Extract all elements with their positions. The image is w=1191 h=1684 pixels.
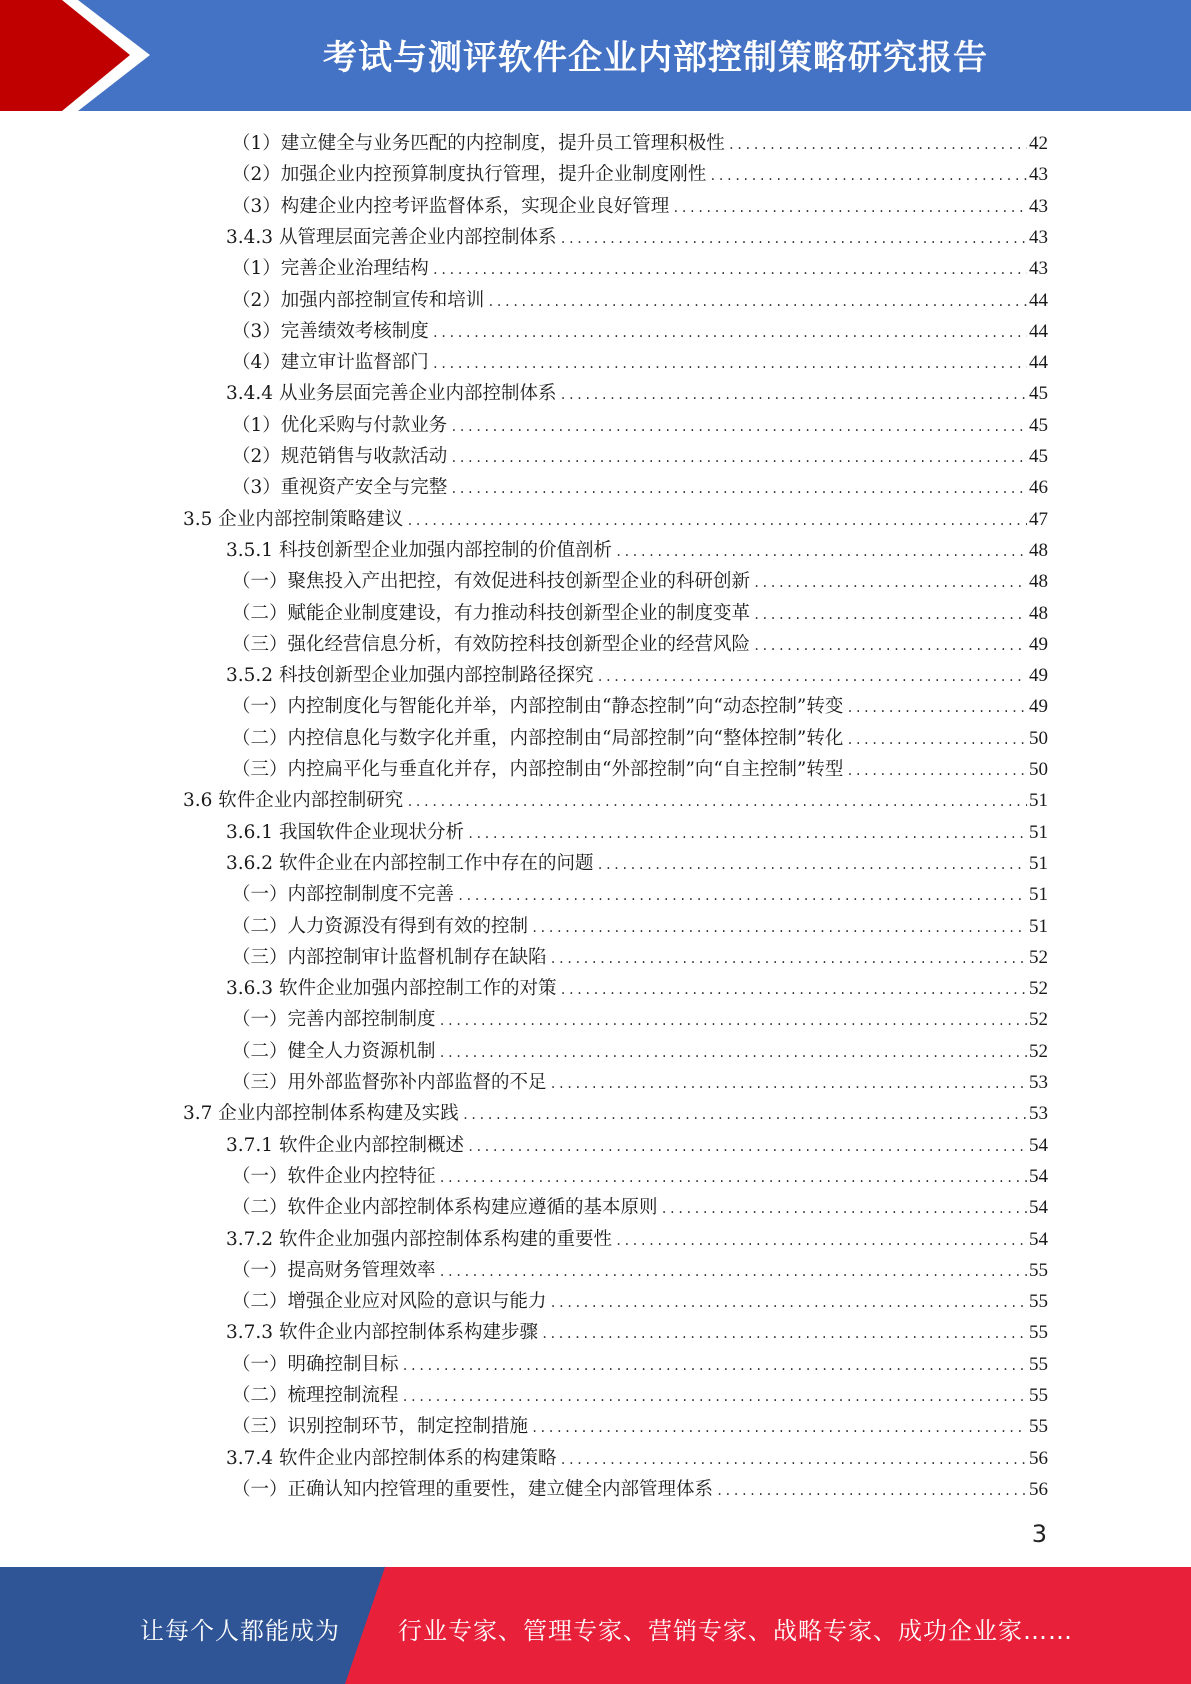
toc-entry[interactable]: [226, 973, 1048, 1004]
toc-leader-dots: [467, 819, 1027, 850]
toc-leader-dots: [450, 474, 1027, 505]
toc-entry-page: 55: [1029, 1353, 1048, 1375]
toc-leader-dots: [728, 130, 1027, 161]
toc-entry[interactable]: [232, 1255, 1048, 1286]
toc-entry-title: （3）重视资产安全与完整: [232, 477, 448, 499]
toc-leader-dots: [406, 506, 1027, 537]
toc-leader-dots: [559, 380, 1027, 411]
toc-entry-title: （二）软件企业内部控制体系构建应遵循的基本原则: [232, 1197, 658, 1219]
toc-leader-dots: [550, 1069, 1027, 1100]
toc-entry-page: 51: [1029, 790, 1048, 812]
toc-entry-page: 49: [1029, 633, 1048, 655]
toc-entry[interactable]: [232, 723, 1048, 754]
toc-entry-page: 46: [1029, 477, 1048, 499]
toc-entry[interactable]: [226, 222, 1048, 253]
document-title: 考试与测评软件企业内部控制策略研究报告: [323, 38, 988, 78]
toc-entry-title: 3.7.2 软件企业加强内部控制体系构建的重要性: [226, 1228, 612, 1250]
toc-entry-page: 48: [1029, 539, 1048, 561]
toc-entry-title: （2）加强内部控制宣传和培训: [232, 289, 485, 311]
toc-entry-title: （二）健全人力资源机制: [232, 1040, 436, 1062]
toc-entry-title: （一）正确认知内控管理的重要性，建立健全内部管理体系: [232, 1478, 714, 1500]
toc-entry-title: （三）识别控制环节，制定控制措施: [232, 1416, 529, 1438]
toc-leader-dots: [462, 1100, 1027, 1131]
toc-entry[interactable]: [232, 1067, 1048, 1098]
toc-entry-page: 56: [1029, 1478, 1048, 1500]
toc-entry-title: （1）完善企业治理结构: [232, 258, 429, 280]
toc-entry[interactable]: [232, 1161, 1048, 1192]
toc-entry-page: 44: [1029, 320, 1048, 342]
toc-entry[interactable]: [226, 535, 1048, 566]
toc-entry-title: （二）内控信息化与数字化并重，内部控制由“局部控制”向“整体控制”转化: [232, 727, 844, 749]
toc-entry[interactable]: [232, 1474, 1048, 1505]
toc-entry-page: 48: [1029, 602, 1048, 624]
toc-leader-dots: [531, 913, 1027, 944]
header-banner: [0, 0, 1191, 111]
footer-slogan-right: 行业专家、管理专家、营销专家、战略专家、成功企业家……: [398, 1617, 1073, 1645]
toc-entry-page: 43: [1029, 195, 1048, 217]
toc-entry-title: （2）加强企业内控预算制度执行管理，提升企业制度刚性: [232, 164, 707, 186]
toc-entry-page: 53: [1029, 1072, 1048, 1093]
toc-entry-page: 43: [1029, 258, 1048, 280]
toc-entry-title: （二）增强企业应对风险的意识与能力: [232, 1291, 547, 1313]
toc-entry-title: （三）强化经营信息分析，有效防控科技创新型企业的经营风险: [232, 633, 751, 655]
toc-entry[interactable]: [232, 316, 1048, 347]
toc-leader-dots: [432, 349, 1027, 380]
toc-entry-page: 45: [1029, 414, 1048, 436]
toc-leader-dots: [596, 850, 1027, 881]
toc-leader-dots: [439, 1257, 1027, 1288]
toc-entry[interactable]: [183, 1098, 1048, 1129]
toc-entry-title: 3.6.1 我国软件企业现状分析: [226, 821, 464, 843]
toc-entry-title: （一）明确控制目标: [232, 1353, 399, 1375]
toc-leader-dots: [753, 600, 1027, 631]
toc-entry[interactable]: [232, 1286, 1048, 1317]
toc-entry-page: 54: [1029, 1165, 1048, 1187]
toc-entry[interactable]: [232, 159, 1048, 190]
toc-entry-title: （3）完善绩效考核制度: [232, 320, 429, 342]
toc-leader-dots: [709, 161, 1027, 192]
toc-entry-page: 55: [1029, 1322, 1048, 1344]
toc-entry-title: 3.5.1 科技创新型企业加强内部控制的价值剖析: [226, 539, 612, 561]
toc-entry-title: 3.4.4 从业务层面完善企业内部控制体系: [226, 383, 557, 405]
toc-entry-title: 3.6.3 软件企业加强内部控制工作的对策: [226, 978, 557, 1000]
toc-entry-title: 3.7.4 软件企业内部控制体系的构建策略: [226, 1447, 557, 1469]
toc-entry-page: 55: [1029, 1416, 1048, 1438]
toc-entry-title: （二）人力资源没有得到有效的控制: [232, 915, 529, 937]
toc-entry[interactable]: [226, 1224, 1048, 1255]
toc-entry[interactable]: [183, 504, 1048, 535]
toc-entry-page: 50: [1029, 727, 1048, 749]
toc-leader-dots: [846, 693, 1027, 724]
toc-leader-dots: [402, 1351, 1027, 1382]
toc-entry-title: 3.6 软件企业内部控制研究: [183, 790, 404, 812]
toc-leader-dots: [672, 193, 1027, 224]
toc-entry-page: 44: [1029, 352, 1048, 374]
toc-entry[interactable]: [232, 1004, 1048, 1035]
toc-entry-page: 54: [1029, 1197, 1048, 1219]
toc-entry-page: 49: [1029, 696, 1048, 718]
toc-leader-dots: [432, 255, 1027, 286]
toc-entry[interactable]: [226, 1317, 1048, 1348]
toc-entry[interactable]: [232, 472, 1048, 503]
toc-entry-page: 45: [1029, 446, 1048, 467]
toc-entry[interactable]: [232, 566, 1048, 597]
toc-entry-page: 52: [1029, 978, 1048, 1000]
toc-entry-page: 52: [1029, 946, 1048, 968]
toc-entry[interactable]: [232, 911, 1048, 942]
toc-entry-page: 52: [1029, 1009, 1048, 1031]
toc-leader-dots: [467, 1132, 1027, 1163]
toc-entry-page: 51: [1029, 884, 1048, 906]
toc-entry-title: （2）规范销售与收款活动: [232, 446, 448, 467]
toc-leader-dots: [541, 1319, 1027, 1350]
toc-entry[interactable]: [232, 1036, 1048, 1067]
toc-entry-page: 53: [1029, 1103, 1048, 1125]
toc-leader-dots: [406, 787, 1027, 818]
toc-entry-title: （一）内部控制制度不完善: [232, 884, 455, 906]
toc-leader-dots: [439, 1038, 1027, 1069]
toc-entry[interactable]: [226, 1130, 1048, 1161]
toc-entry-title: 3.6.2 软件企业在内部控制工作中存在的问题: [226, 852, 594, 874]
toc-entry-page: 51: [1029, 852, 1048, 874]
toc-leader-dots: [716, 1476, 1027, 1507]
toc-entry-title: （一）聚焦投入产出把控，有效促进科技创新型企业的科研创新: [232, 571, 751, 593]
toc-leader-dots: [846, 756, 1027, 787]
toc-entry[interactable]: [232, 691, 1048, 722]
toc-entry-title: （二）赋能企业制度建设，有力推动科技创新型企业的制度变革: [232, 602, 751, 624]
toc-entry[interactable]: [232, 754, 1048, 785]
toc-entry[interactable]: [226, 378, 1048, 409]
toc-leader-dots: [559, 1445, 1027, 1476]
toc-entry[interactable]: [232, 1192, 1048, 1223]
toc-entry[interactable]: [232, 629, 1048, 660]
toc-entry-page: 44: [1029, 289, 1048, 311]
toc-entry-title: （二）梳理控制流程: [232, 1385, 399, 1406]
toc-entry-page: 55: [1029, 1259, 1048, 1281]
toc-entry-title: （一）内控制度化与智能化并举，内部控制由“静态控制”向“动态控制”转变: [232, 696, 844, 718]
toc-entry-page: 43: [1029, 164, 1048, 186]
toc-entry[interactable]: [232, 598, 1048, 629]
toc-entry[interactable]: [232, 1411, 1048, 1442]
toc-entry[interactable]: [226, 817, 1048, 848]
toc-entry-page: 51: [1029, 915, 1048, 937]
toc-leader-dots: [846, 725, 1027, 756]
toc-leader-dots: [615, 537, 1027, 568]
toc-entry-title: （一）软件企业内控特征: [232, 1165, 436, 1187]
toc-entry-page: 54: [1029, 1228, 1048, 1250]
toc-entry-page: 49: [1029, 665, 1048, 687]
toc-entry[interactable]: [232, 285, 1048, 316]
toc-entry-title: 3.5 企业内部控制策略建议: [183, 508, 404, 530]
toc-leader-dots: [753, 568, 1027, 599]
toc-entry[interactable]: [232, 253, 1048, 284]
toc-leader-dots: [402, 1382, 1027, 1413]
toc-leader-dots: [457, 881, 1027, 912]
toc-entry-title: （三）内控扁平化与垂直化并存，内部控制由“外部控制”向“自主控制”转型: [232, 759, 844, 780]
toc-leader-dots: [531, 1413, 1027, 1444]
toc-leader-dots: [432, 318, 1027, 349]
toc-entry-title: （3）构建企业内控考评监督体系，实现企业良好管理: [232, 195, 670, 217]
toc-entry-page: 50: [1029, 759, 1048, 780]
toc-entry-page: 55: [1029, 1291, 1048, 1313]
toc-entry-title: （4）建立审计监督部门: [232, 352, 429, 374]
toc-entry-title: 3.5.2 科技创新型企业加强内部控制路径探究: [226, 665, 594, 687]
toc-leader-dots: [559, 224, 1027, 255]
toc-entry-page: 43: [1029, 226, 1048, 248]
toc-entry[interactable]: [232, 441, 1048, 472]
toc-entry-page: 56: [1029, 1447, 1048, 1469]
toc-entry-title: （三）用外部监督弥补内部监督的不足: [232, 1072, 547, 1093]
toc-entry[interactable]: [232, 410, 1048, 441]
toc-entry-title: （三）内部控制审计监督机制存在缺陷: [232, 946, 547, 968]
toc-entry-page: 47: [1029, 508, 1048, 530]
toc-leader-dots: [753, 631, 1027, 662]
toc-entry[interactable]: [226, 1443, 1048, 1474]
toc-entry-page: 55: [1029, 1385, 1048, 1406]
toc-entry[interactable]: [232, 1380, 1048, 1411]
toc-leader-dots: [596, 662, 1027, 693]
toc-entry-page: 52: [1029, 1040, 1048, 1062]
toc-leader-dots: [450, 412, 1027, 443]
toc-entry-title: （一）完善内部控制制度: [232, 1009, 436, 1031]
toc-entry-page: 42: [1029, 133, 1048, 154]
toc-entry-page: 45: [1029, 383, 1048, 405]
toc-entry[interactable]: [232, 128, 1048, 159]
toc-entry-page: 54: [1029, 1134, 1048, 1156]
toc-entry[interactable]: [226, 660, 1048, 691]
toc-leader-dots: [439, 1163, 1027, 1194]
toc-leader-dots: [550, 1288, 1027, 1319]
toc-entry[interactable]: [232, 347, 1048, 378]
toc-entry-title: 3.4.3 从管理层面完善企业内部控制体系: [226, 226, 557, 248]
toc-entry-title: （1）建立健全与业务匹配的内控制度，提升员工管理积极性: [232, 133, 725, 154]
toc-leader-dots: [661, 1194, 1027, 1225]
toc-entry-title: （1）优化采购与付款业务: [232, 414, 448, 436]
toc-leader-dots: [615, 1226, 1027, 1257]
toc-entry[interactable]: [232, 942, 1048, 973]
toc-entry[interactable]: [226, 848, 1048, 879]
toc-leader-dots: [487, 287, 1027, 318]
toc-entry[interactable]: [232, 191, 1048, 222]
page-number: 3: [1031, 1520, 1047, 1548]
toc-entry-page: 48: [1029, 571, 1048, 593]
header-arrow-icon: [0, 0, 160, 111]
toc-entry-title: 3.7 企业内部控制体系构建及实践: [183, 1103, 459, 1125]
toc-entry[interactable]: [232, 1349, 1048, 1380]
toc-leader-dots: [450, 443, 1027, 474]
toc-leader-dots: [550, 944, 1027, 975]
toc-entry-title: 3.7.3 软件企业内部控制体系构建步骤: [226, 1322, 538, 1344]
toc-entry[interactable]: [232, 879, 1048, 910]
toc-entry-title: 3.7.1 软件企业内部控制概述: [226, 1134, 464, 1156]
toc-leader-dots: [439, 1006, 1027, 1037]
toc-entry[interactable]: [183, 785, 1048, 816]
footer-slogan-left: 让每个人都能成为: [140, 1617, 340, 1645]
footer-banner: [0, 1567, 1191, 1684]
toc-leader-dots: [559, 975, 1027, 1006]
toc-entry-title: （一）提高财务管理效率: [232, 1259, 436, 1281]
toc-entry-page: 51: [1029, 821, 1048, 843]
